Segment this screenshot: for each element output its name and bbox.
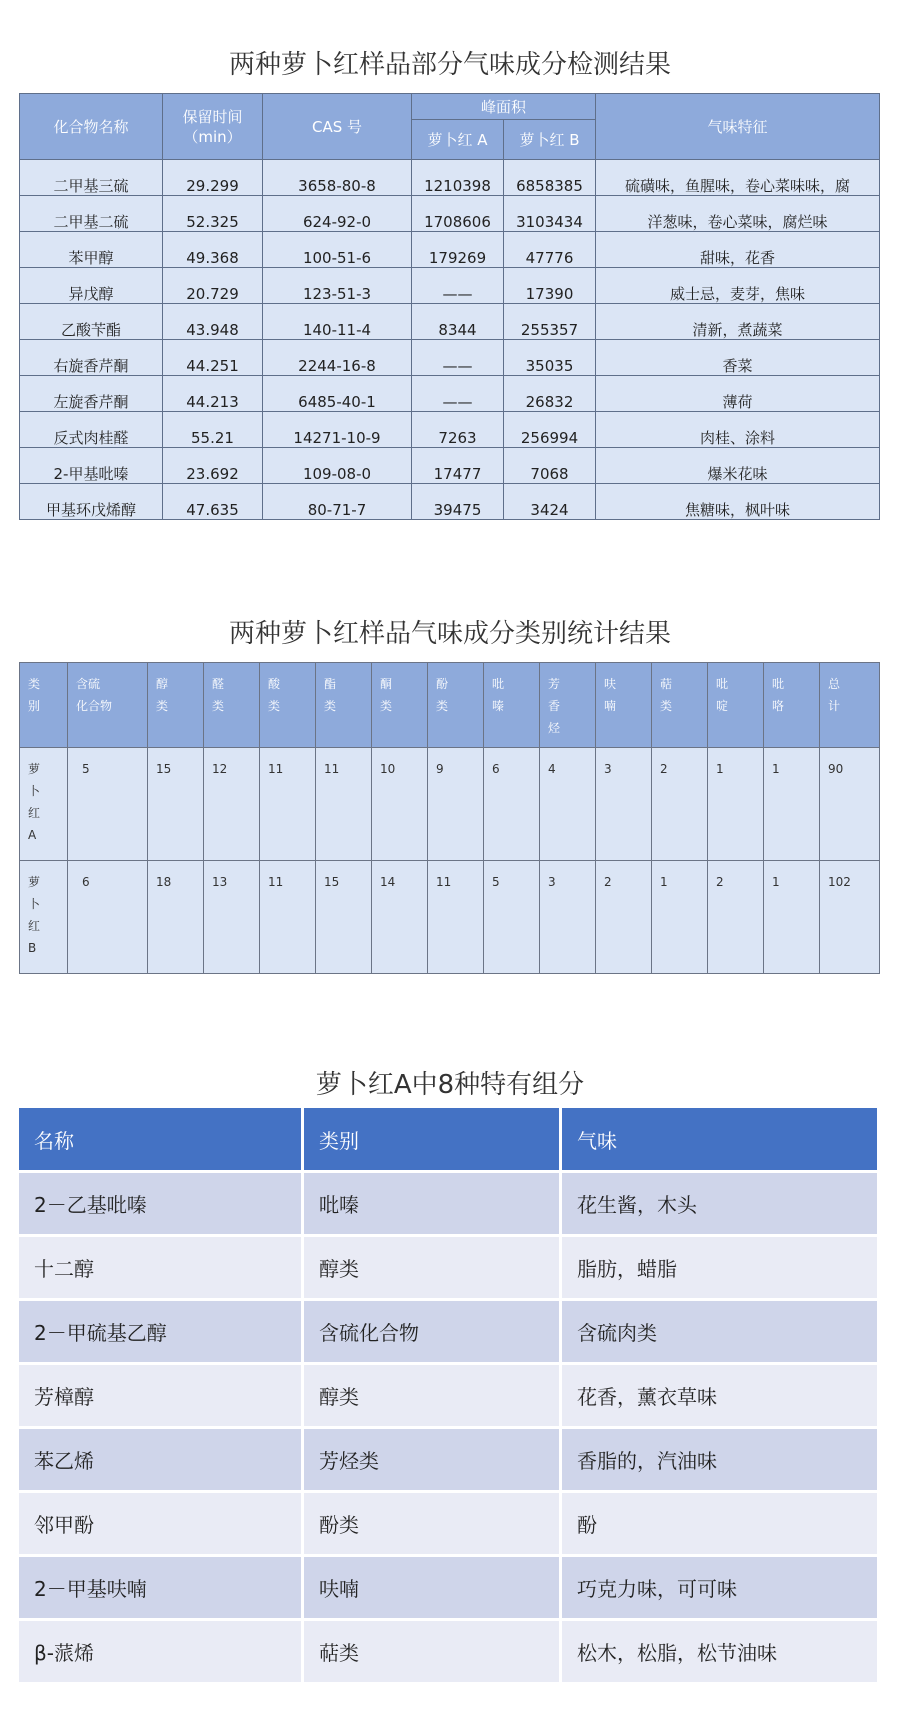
- component-category-cell: 芳烃类: [304, 1429, 562, 1493]
- retention-time-cell: 23.692: [163, 448, 263, 484]
- component-category-cell: 萜类: [304, 1621, 562, 1685]
- table-row: [20, 340, 880, 376]
- cas-cell: 109-08-0: [263, 448, 412, 484]
- table2-title: 两种萝卜红样品气味成分类别统计结果: [228, 619, 671, 649]
- odor-cell: 清新，煮蔬菜: [596, 304, 880, 340]
- peak-b-cell: 256994: [504, 412, 596, 448]
- category-header-text: 类: [156, 699, 169, 713]
- retention-time-cell: 44.251: [163, 340, 263, 376]
- table-row: [19, 1557, 877, 1621]
- table-row: [19, 1237, 877, 1301]
- peak-a-cell: 17477: [412, 448, 504, 484]
- count-cell: 1: [764, 748, 820, 861]
- count-cell: 9: [428, 748, 484, 861]
- category-header-text: 酚: [436, 677, 449, 691]
- component-name-cell: 2－甲硫基乙醇: [19, 1301, 304, 1365]
- category-header: [428, 663, 484, 748]
- retention-time-cell: 49.368: [163, 232, 263, 268]
- category-header: [204, 663, 260, 748]
- category-header: [652, 663, 708, 748]
- odor-cell: 肉桂、涂料: [596, 412, 880, 448]
- component-name-cell: β-蒎烯: [19, 1621, 304, 1685]
- component-name-cell: 十二醇: [19, 1237, 304, 1301]
- category-header-text: 醇: [156, 677, 169, 691]
- component-odor-cell: 松木，松脂，松节油味: [562, 1621, 877, 1685]
- category-header: [148, 663, 204, 748]
- table-row: [20, 376, 880, 412]
- table1-title: 两种萝卜红样品部分气味成分检测结果: [228, 50, 671, 80]
- retention-time-cell: 55.21: [163, 412, 263, 448]
- category-header: [20, 663, 68, 748]
- peak-a-cell: ——: [412, 268, 504, 304]
- table-row: [20, 861, 880, 974]
- peak-a-cell: 7263: [412, 412, 504, 448]
- odor-detection-table: [19, 93, 880, 520]
- count-cell: 4: [540, 748, 596, 861]
- table-row: [19, 1429, 877, 1493]
- compound-name-cell: 2-甲基吡嗪: [20, 448, 163, 484]
- count-cell: 3: [596, 748, 652, 861]
- header-compound-name: 化合物名称: [20, 94, 163, 160]
- table-row: [20, 484, 880, 520]
- count-cell: 18: [148, 861, 204, 974]
- count-cell: 2: [596, 861, 652, 974]
- category-header: [484, 663, 540, 748]
- count-cell: 5: [68, 748, 148, 861]
- header-name: 名称: [19, 1108, 304, 1173]
- peak-a-cell: ——: [412, 376, 504, 412]
- table-row: [20, 196, 880, 232]
- peak-a-cell: 1210398: [412, 160, 504, 196]
- category-header-text: 酮: [380, 677, 393, 691]
- header-retention-time: [163, 94, 263, 160]
- header-odor: 气味特征: [596, 94, 880, 160]
- count-cell: 10: [372, 748, 428, 861]
- odor-cell: 香菜: [596, 340, 880, 376]
- retention-time-cell: 52.325: [163, 196, 263, 232]
- count-cell: 1: [708, 748, 764, 861]
- category-header-text: 类: [380, 699, 393, 713]
- category-header-text: 啶: [716, 699, 729, 713]
- peak-b-cell: 3424: [504, 484, 596, 520]
- retention-time-unit: （min）: [183, 127, 242, 146]
- cas-cell: 123-51-3: [263, 268, 412, 304]
- category-header-text: 萜: [660, 677, 673, 691]
- peak-b-cell: 35035: [504, 340, 596, 376]
- table-row: [20, 412, 880, 448]
- sample-label-text: 红: [28, 919, 41, 933]
- count-cell: 6: [68, 861, 148, 974]
- table-row: [20, 304, 880, 340]
- category-header-text: 总: [828, 677, 841, 691]
- category-header-text: 喃: [604, 699, 617, 713]
- count-cell: 14: [372, 861, 428, 974]
- category-header-text: 含硫: [76, 677, 101, 691]
- count-cell: 5: [484, 861, 540, 974]
- count-cell: 102: [820, 861, 880, 974]
- count-cell: 15: [316, 861, 372, 974]
- peak-a-cell: 1708606: [412, 196, 504, 232]
- category-header-text: 别: [28, 699, 41, 713]
- odor-cell: 硫磺味，鱼腥味，卷心菜味味，腐: [596, 160, 880, 196]
- component-name-cell: 邻甲酚: [19, 1493, 304, 1557]
- component-name-cell: 芳樟醇: [19, 1365, 304, 1429]
- category-header-text: 吡: [716, 677, 729, 691]
- sample-label-text: 卜: [28, 897, 41, 911]
- component-odor-cell: 巧克力味，可可味: [562, 1557, 877, 1621]
- component-odor-cell: 花生酱，木头: [562, 1173, 877, 1237]
- table-row: [20, 448, 880, 484]
- peak-b-cell: 255357: [504, 304, 596, 340]
- table-row: [19, 1493, 877, 1557]
- category-header-text: 类: [436, 699, 449, 713]
- table-row: [20, 160, 880, 196]
- peak-a-cell: 179269: [412, 232, 504, 268]
- category-header: [820, 663, 880, 748]
- component-category-cell: 含硫化合物: [304, 1301, 562, 1365]
- sample-label-text: 红: [28, 806, 41, 820]
- compound-name-cell: 苯甲醇: [20, 232, 163, 268]
- compound-name-cell: 二甲基三硫: [20, 160, 163, 196]
- retention-time-cell: 44.213: [163, 376, 263, 412]
- cas-cell: 140-11-4: [263, 304, 412, 340]
- peak-b-cell: 3103434: [504, 196, 596, 232]
- component-name-cell: 2－甲基呋喃: [19, 1557, 304, 1621]
- table-row: [19, 1621, 877, 1685]
- compound-name-cell: 甲基环戊烯醇: [20, 484, 163, 520]
- peak-a-cell: 39475: [412, 484, 504, 520]
- count-cell: 11: [316, 748, 372, 861]
- count-cell: 12: [204, 748, 260, 861]
- sample-label-text: B: [28, 941, 37, 955]
- header-odor: 气味: [562, 1108, 877, 1173]
- odor-cell: 威士忌，麦芽，焦味: [596, 268, 880, 304]
- compound-name-cell: 异戊醇: [20, 268, 163, 304]
- count-cell: 2: [652, 748, 708, 861]
- peak-a-cell: ——: [412, 340, 504, 376]
- sample-label-text: 卜: [28, 784, 41, 798]
- odor-cell: 爆米花味: [596, 448, 880, 484]
- table3-title: 萝卜红A中8种特有组分: [315, 1070, 585, 1100]
- component-category-cell: 醇类: [304, 1365, 562, 1429]
- category-header-text: 呋: [604, 677, 617, 691]
- category-header-text: 醛: [212, 677, 225, 691]
- sample-label-text: 萝: [28, 762, 41, 776]
- retention-time-cell: 47.635: [163, 484, 263, 520]
- category-header-text: 嗪: [492, 699, 505, 713]
- count-cell: 11: [260, 748, 316, 861]
- odor-cell: 焦糖味，枫叶味: [596, 484, 880, 520]
- count-cell: 1: [652, 861, 708, 974]
- category-header: [708, 663, 764, 748]
- component-name-cell: 2－乙基吡嗪: [19, 1173, 304, 1237]
- category-header: [68, 663, 148, 748]
- cas-cell: 80-71-7: [263, 484, 412, 520]
- category-header: [260, 663, 316, 748]
- count-cell: 2: [708, 861, 764, 974]
- category-header-text: 吡: [772, 677, 785, 691]
- header-category: 类别: [304, 1108, 562, 1173]
- header-cas: CAS 号: [263, 94, 412, 160]
- cas-cell: 2244-16-8: [263, 340, 412, 376]
- count-cell: 11: [428, 861, 484, 974]
- category-header-text: 类: [212, 699, 225, 713]
- component-odor-cell: 含硫肉类: [562, 1301, 877, 1365]
- component-category-cell: 醇类: [304, 1237, 562, 1301]
- odor-cell: 甜味，花香: [596, 232, 880, 268]
- retention-time-cell: 43.948: [163, 304, 263, 340]
- peak-b-cell: 47776: [504, 232, 596, 268]
- sample-label-text: 萝: [28, 875, 41, 889]
- cas-cell: 3658-80-8: [263, 160, 412, 196]
- category-header: [316, 663, 372, 748]
- retention-time-cell: 29.299: [163, 160, 263, 196]
- cas-cell: 14271-10-9: [263, 412, 412, 448]
- unique-components-table: [19, 1108, 877, 1685]
- category-header-text: 类: [268, 699, 281, 713]
- category-header-text: 咯: [772, 699, 785, 713]
- header-peak-area: 峰面积: [412, 94, 596, 120]
- category-header: [764, 663, 820, 748]
- category-header-text: 烃: [548, 721, 561, 735]
- category-header: [372, 663, 428, 748]
- compound-name-cell: 右旋香芹酮: [20, 340, 163, 376]
- retention-time-label: 保留时间: [182, 107, 243, 126]
- count-cell: 3: [540, 861, 596, 974]
- component-odor-cell: 脂肪，蜡脂: [562, 1237, 877, 1301]
- table-row: [20, 232, 880, 268]
- category-header: [540, 663, 596, 748]
- category-header-text: 计: [828, 699, 841, 713]
- category-header-text: 吡: [492, 677, 505, 691]
- component-odor-cell: 酚: [562, 1493, 877, 1557]
- component-category-cell: 吡嗪: [304, 1173, 562, 1237]
- compound-name-cell: 左旋香芹酮: [20, 376, 163, 412]
- peak-b-cell: 26832: [504, 376, 596, 412]
- category-header-text: 类: [660, 699, 673, 713]
- header-peak-a: 萝卜红 A: [412, 120, 504, 160]
- odor-cell: 洋葱味，卷心菜味，腐烂味: [596, 196, 880, 232]
- category-header-text: 类: [28, 677, 41, 691]
- component-odor-cell: 花香，薰衣草味: [562, 1365, 877, 1429]
- component-name-cell: 苯乙烯: [19, 1429, 304, 1493]
- category-header-text: 香: [548, 699, 561, 713]
- compound-name-cell: 二甲基二硫: [20, 196, 163, 232]
- count-cell: 90: [820, 748, 880, 861]
- header-peak-b: 萝卜红 B: [504, 120, 596, 160]
- component-category-cell: 酚类: [304, 1493, 562, 1557]
- table-row: [20, 268, 880, 304]
- table-row: [20, 748, 880, 861]
- count-cell: 15: [148, 748, 204, 861]
- sample-label-text: A: [28, 828, 37, 842]
- component-category-cell: 呋喃: [304, 1557, 562, 1621]
- sample-label-cell: [20, 861, 68, 974]
- category-header-text: 化合物: [76, 699, 113, 713]
- cas-cell: 624-92-0: [263, 196, 412, 232]
- category-stats-table: [19, 662, 880, 974]
- sample-label-cell: [20, 748, 68, 861]
- compound-name-cell: 反式肉桂醛: [20, 412, 163, 448]
- category-header: [596, 663, 652, 748]
- count-cell: 1: [764, 861, 820, 974]
- table-row: [19, 1173, 877, 1237]
- table-row: [19, 1365, 877, 1429]
- peak-b-cell: 7068: [504, 448, 596, 484]
- category-header-text: 酯: [324, 677, 337, 691]
- category-header-text: 类: [324, 699, 337, 713]
- component-odor-cell: 香脂的，汽油味: [562, 1429, 877, 1493]
- retention-time-cell: 20.729: [163, 268, 263, 304]
- count-cell: 13: [204, 861, 260, 974]
- peak-b-cell: 6858385: [504, 160, 596, 196]
- count-cell: 11: [260, 861, 316, 974]
- cas-cell: 6485-40-1: [263, 376, 412, 412]
- category-header-text: 芳: [548, 677, 561, 691]
- cas-cell: 100-51-6: [263, 232, 412, 268]
- peak-a-cell: 8344: [412, 304, 504, 340]
- odor-cell: 薄荷: [596, 376, 880, 412]
- compound-name-cell: 乙酸苄酯: [20, 304, 163, 340]
- category-header-text: 酸: [268, 677, 281, 691]
- peak-b-cell: 17390: [504, 268, 596, 304]
- table-row: [19, 1301, 877, 1365]
- count-cell: 6: [484, 748, 540, 861]
